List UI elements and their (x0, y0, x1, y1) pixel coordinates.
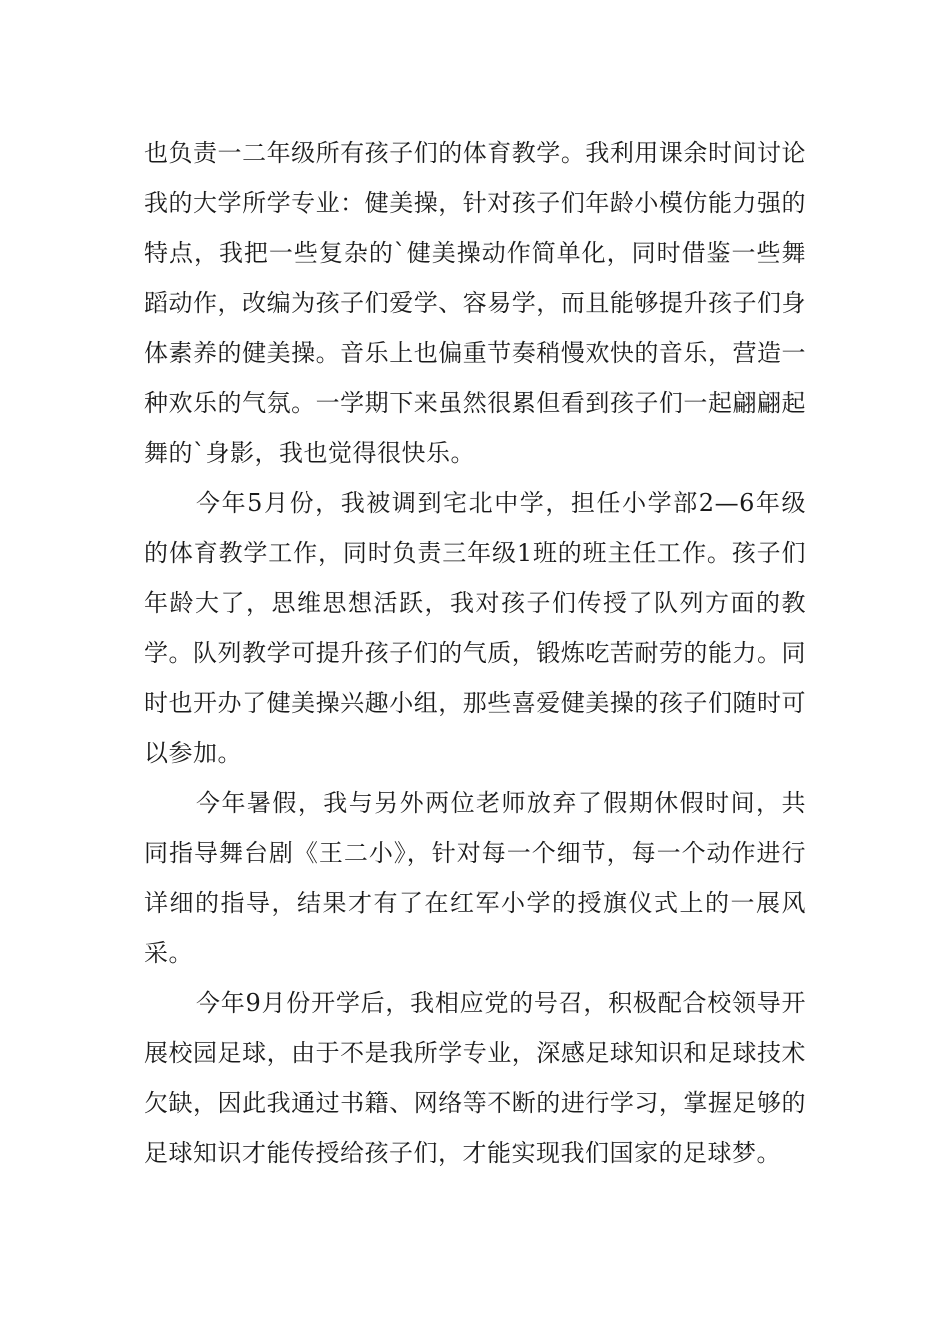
paragraph-3: 今年暑假，我与另外两位老师放弃了假期休假时间，共同指导舞台剧《王二小》，针对每一个细节，每一个动作进行详细的指导，结果才有了在红军小学的授旗仪式上的一展风采。 (144, 789, 806, 967)
paragraph-1: 也负责一二年级所有孩子们的体育教学。我利用课余时间讨论我的大学所学专业：健美操，针对孩子们年龄小模仿能力强的特点，我把一些复杂的`健美操动作简单化，同时借鉴一些舞蹈动作，改编为孩子们爱学、容易学，而且能够提升孩子们身体素养的健美操。音乐上也偏重节奏稍慢欢快的音乐，营造一种欢乐的气氛。一学期下来虽然很累但看到孩子们一起翩翩起舞的`身影，我也觉得很快乐。 (144, 139, 806, 467)
paragraph-2: 今年5月份，我被调到宅北中学，担任小学部2—6年级的体育教学工作，同时负责三年级1班的班主任工作。孩子们年龄大了，思维思想活跃，我对孩子们传授了队列方面的教学。队列教学可提升孩子们的气质，锻炼吃苦耐劳的能力。同时也开办了健美操兴趣小组，那些喜爱健美操的孩子们随时可以参加。 (144, 489, 806, 767)
paragraph-4: 今年9月份开学后，我相应党的号召，积极配合校领导开展校园足球，由于不是我所学专业，深感足球知识和足球技术欠缺，因此我通过书籍、网络等不断的进行学习，掌握足够的足球知识才能传授给孩子们，才能实现我们国家的足球梦。 (144, 989, 806, 1167)
document-body (144, 128, 806, 1178)
